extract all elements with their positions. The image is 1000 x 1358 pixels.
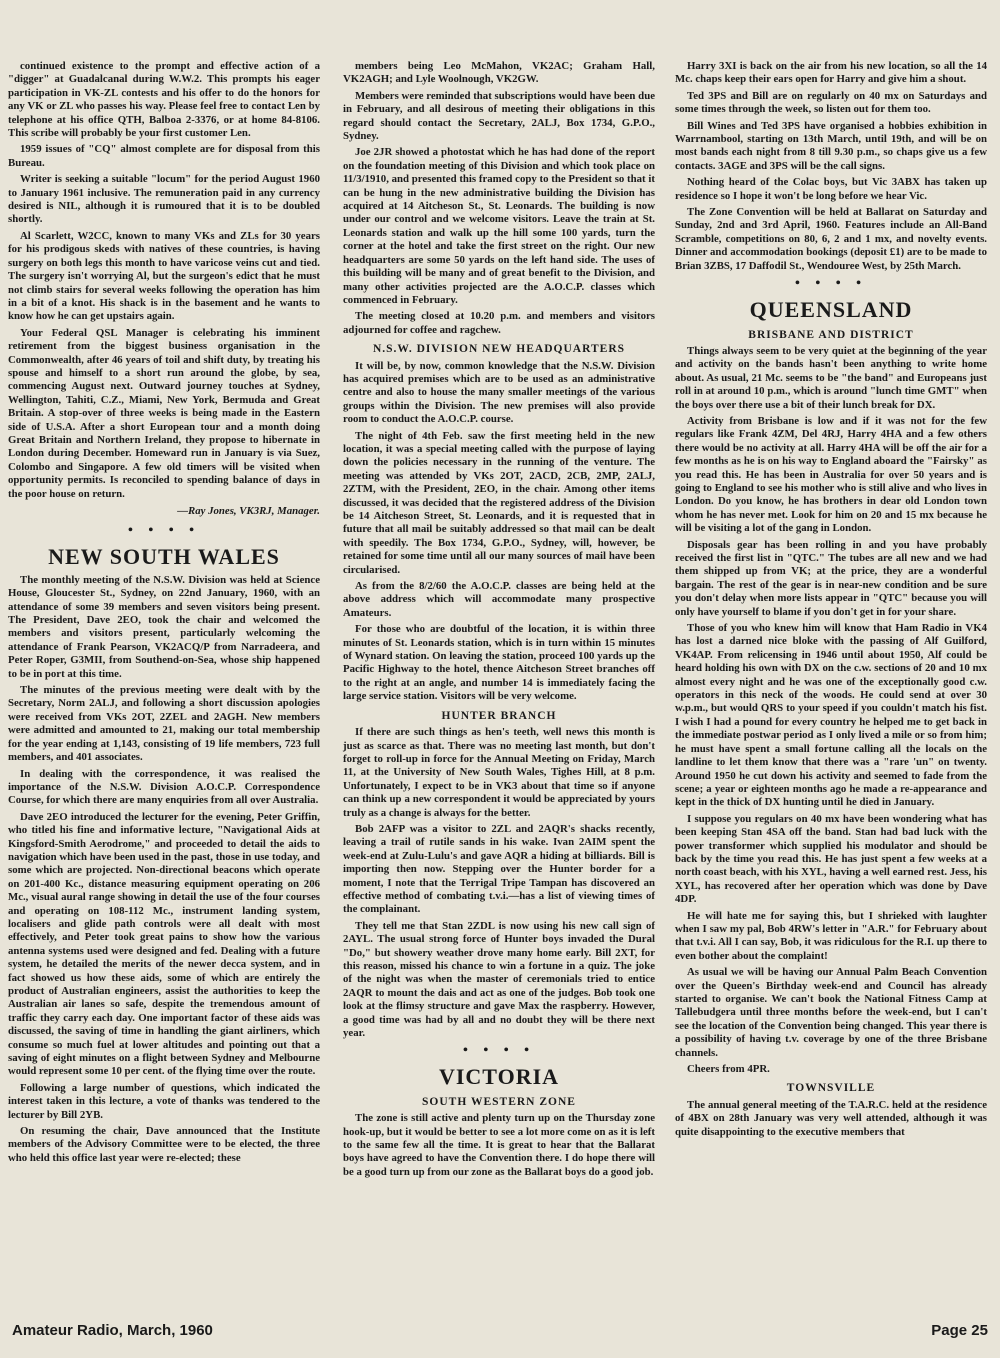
paragraph: Dave 2EO introduced the lecturer for the evening, Peter Griffin, who titled his fine and informative lecture, "Navigational Aids at Kingsford-Smith Aerodrome," and proceeded to detail the aids to navigation which have been used in the past, those in use today, and some which are projected. Non-directional beacons which operate on 201-400 Kc., distance measuring equipment operating on 206 Mc., visual aural range showing in detail the use of the four courses and operating on 108-112 Mc., instrument landing system, localisers and glide path controls were all dealt with most effectively, and Peter took great pains to show how the various antenna systems used were designed and fed. Dealing with a future system, he detailed the merits of the newer decca system, and in fact showed us how these aids, some of which are entirely the product of Australian engineers, assist the authorities to keep the Australian air lanes so safe, despite the tremendous amount of traffic they carry each day. One important factor of these aids was discussed, the saving of time in handling the giant airliners, which consume so much fuel at lower altitudes and pointing out that a saving of eight minutes on a flight between Sydney and Melbourne would represent some 10 per cent. of the flying time over the route. (8, 810, 320, 1078)
paragraph: As from the 8/2/60 the A.O.C.P. classes are being held at the above address which will accommodate many prospective Amateurs. (343, 580, 655, 619)
paragraph: The zone is still active and plenty turn up on the Thursday zone hook-up, but it would be better to see a lot more come on as it is left to the same few all the time. It is great to hear that the Ballarat boys have agreed to have the Convention there. I do hope there will be a good turn up from our zone as the Ballarat boys do a good job. (343, 1112, 655, 1178)
subhead-hunter-branch: HUNTER BRANCH (441, 709, 557, 722)
paragraph: It will be, by now, common knowledge that the N.S.W. Division has acquired premises which are to be used as an administrative centre and also to house the many smaller meetings of the various groups within the Division. The new premises will also provide room to conduct the A.O.C.P. course. (343, 359, 655, 426)
paragraph: The Zone Convention will be held at Ballarat on Saturday and Sunday, 2nd and 3rd April, 1960. Features include an All-Band Scramble, competitions on 80, 6, 2 and 1 mx, and novelty events. Dinner and accommodation bookings (deposit £1) are to be made to Brian 3ZBS, 17 Daffodil St., Wendouree West, by 25th March. (675, 206, 987, 272)
paragraph: They tell me that Stan 2ZDL is now using his new call sign of 2AYL. The usual strong force of Hunter boys invaded the Dural "Do," but showery weather drove many home early. Bill 2XT, for this reason, missed his chance to win a fortune in a quiz. The joke of the night was when the master of ceremonials tried to entice 2AQR to mount the dais and act as one of the judges. Bob took one look at the flimsy structure and gave Max the raspberry. However, a good time was had by all and no doubt they will be there next year. (343, 919, 655, 1040)
paragraph: Activity from Brisbane is low and if it was not for the few regulars like Frank 4ZM, Del 4RJ, Harry 4HA and a few others there would be no activity at all. Harry 4HA will be off the air for a few months as he is on his way to England aboard the "Fairsky" as you read this. He has been in Australia for over 50 years and is going to England to see his mother who is still alive and who lives in London. Do you know, he has brothers in dear old London town whom he has never met. Look for him on 20 and 15 mx because he will be visiting a lot of the gang in London. (675, 414, 987, 535)
paragraph: The monthly meeting of the N.S.W. Division was held at Science House, Gloucester St., Sydney, on 22nd January, 1960, with an attendance of some 39 members and seven visitors being present. The President, Dave 2EO, took the chair and welcomed the members and visitors present, particularly welcoming the attendance of Frank Pearson, VK2ACQ/P from Narradeera, and Peter Roper, G3MII, from Southend-on-Sea, whose ship happened to be in port at this time. (8, 573, 320, 680)
paragraph: As usual we will be having our Annual Palm Beach Convention over the Queen's Birthday week-end and Council has already started to organise. We can't book the National Fitness Camp at Tallebudgera until three months before the week-end, but I can't see the location of the Convention being changed. This year there is a possibility of having t.v. coverage by one of the three Brisbane channels. (675, 966, 987, 1059)
paragraph: In dealing with the correspondence, it was realised the importance of the N.S.W. Division A.O.C.P. Correspondence Course, for which there are many enquiries from all over Australia. (8, 767, 320, 807)
paragraph: He will hate me for saying this, but I shrieked with laughter when I saw my pal, Bob 4RW's letter in "A.R." for February about that t.v.i. All I can say, Bob, it was ridiculous for the R.I. up there to even bother about the complaint! (675, 909, 987, 962)
paragraph: Bob 2AFP was a visitor to 2ZL and 2AQR's shacks recently, leaving a trail of rutile sands in his wake. Ivan 2AIM spent the week-end at Zulu-Lulu's and gave AQR a hiding at billiards. Bill is importing then now. Stepping over the Hunter border for a moment, I note that the Terrigal Tripe Tampan has discovered an effective method of combating t.v.i.—has a list of viewing times of the complainant. (343, 822, 655, 916)
paragraph: On resuming the chair, Dave announced that the Institute members of the Advisory Committee were to be elected, the three who held this office last year were re-elected; these (8, 1125, 320, 1164)
footer-publication: Amateur Radio, March, 1960 (12, 1322, 213, 1339)
paragraph: The annual general meeting of the T.A.R.C. held at the residence of 4BX on 28th January was very well attended, although it was quite disappointing to the executive members that (675, 1098, 987, 1138)
paragraph: Cheers from 4PR. (687, 1063, 770, 1076)
paragraph: The night of 4th Feb. saw the first meeting held in the new location, it was a special meeting called with the purpose of laying down the policies necessary in the running of the venture. The meeting was attended by VKs 2OT, 2ACD, 2CB, 2MP, 2ALJ, 2ZTM, with the President, 2EO, in the chair. Among other items discussed, it was decided that the registered address of the Division be 14 Aitcheson Street, St. Leonards, and it is requested that in future that all mail be suitably addressed so that mail can be dealt with speedily. The Box 1734, G.P.O., Sydney, will, however, be retained for some time until all our many sources of mail have been circularised. (343, 429, 655, 576)
paragraph: Nothing heard of the Colac boys, but Vic 3ABX has taken up residence so I hope it won't be long before we hear Vic. (675, 176, 987, 202)
column-right (675, 60, 987, 1142)
paragraph: The minutes of the previous meeting were dealt with by the Secretary, Norm 2ALJ, and following a short discussion apologies were received from VKs 2OT, 2ZEL and 2AGH. New members were admitted and amounted to 21, making our total membership for the year ending at 1,143, consisting of 19 life members, 723 full members, and 401 associates. (8, 684, 320, 764)
paragraph: 1959 issues of "CQ" almost complete are for disposal from this Bureau. (8, 143, 320, 169)
paragraph: members being Leo McMahon, VK2AC; Graham Hall, VK2AGH; and Lyle Woolnough, VK2GW. (343, 60, 655, 86)
subhead-south-western-zone: SOUTH WESTERN ZONE (422, 1095, 576, 1108)
paragraph: Things always seem to be very quiet at the beginning of the year and activity on the bands hasn't been anything to write home about. As usual, 21 Mc. seems to be "the band" and Europeans just roll in at around 10 p.m., which is around "lunch time GMT" when the boys over there use a bit of their lunch break for DX. (675, 344, 987, 411)
paragraph: If there are such things as hen's teeth, well news this month is just as scarce as that. There was no meeting last month, but don't forget to roll-up in force for the Annual Meeting on Friday, March 11, at the University of New South Wales, Tighes Hill, at 8 p.m. Unfortunately, I expect to be in VK3 about that time so if anyone can think up a new correspondent it would be appreciated by yours truly as a change is always for the better. (343, 726, 655, 819)
paragraph: Your Federal QSL Manager is celebrating his imminent retirement from the biggest business organisation in the Commonwealth, after 46 years of toil and shift duty, by treating his spouse and himself to a short run around the globe, by sea, commencing August next. Outward journey touches at Sydney, Wellington, Tahiti, C.Z., Miami, New York, Bermuda and Great Britain. A stop-over of three weeks is being made in the Eastern side of U.S.A. After a short European tour and a month doing Great Britain and Northern Ireland, they propose to hibernate in London during December. Homeward run in January is via Suez, Colombo and Singapore. A few old timers will be visited when opportunity permits. Is reconciled to spending balance of days in the poor house on return. (8, 326, 320, 500)
column-middle (343, 60, 655, 1182)
paragraph: Disposals gear has been rolling in and you have probably received the first list in "QTC." The tubes are all new and we had them shipped up from VK; at the price, they are a wonderful bargain. The rest of the gear is in near-new condition and be sure you don't delay when more lists appear in "QTC" because you will only have yourself to blame if you don't get in for your share. (675, 538, 987, 618)
subhead-townsville: TOWNSVILLE (786, 1082, 876, 1095)
subhead-nsw-headquarters: N.S.W. DIVISION NEW HEADQUARTERS (372, 343, 626, 356)
paragraph: Harry 3XI is back on the air from his new location, so all the 14 Mc. chaps keep their ears open for Harry and give him a shout. (675, 60, 987, 86)
paragraph: Bill Wines and Ted 3PS have organised a hobbies exhibition in Warrnambool, starting on 13th March, until 19th, and will be on most bands each night from 8 till 9.30 p.m., so chaps give us a few contacts. 3AGE and 3PS will be the call signs. (675, 119, 987, 172)
paragraph: continued existence to the prompt and effective action of a "digger" at Guadalcanal during W.W.2. This prompts his eager participation in VK-ZL contests and his offer to do the honors for any VK or ZL who passes his way. Please feel free to contact Len by telephone at his office QTH, Balboa 2-3376, or at home 84-8106. This scribe will probably be your first customer Len. (8, 60, 320, 140)
column-left (8, 60, 320, 1168)
qsl-manager-signature: —Ray Jones, VK3RJ, Manager. (177, 505, 320, 517)
paragraph: The meeting closed at 10.20 p.m. and members and visitors adjourned for coffee and ragchew. (343, 310, 655, 336)
section-separator: • • • • (462, 1043, 536, 1059)
paragraph: Following a large number of questions, which indicated the interest taken in this lecture, a vote of thanks was tendered to the lecturer by Bill 2YB. (8, 1081, 320, 1121)
paragraph: Writer is seeking a suitable "locum" for the period August 1960 to January 1961 inclusive. The remuneration paid in any currency desired is NIL, although it is rumoured that it is to be doubled shortly. (8, 173, 320, 226)
section-separator: • • • • (127, 523, 201, 539)
paragraph: Al Scarlett, W2CC, known to many VKs and ZLs for 30 years for his prodigous skeds with natives of these countries, is having surgery on both legs this month to have varicose veins cut and tied. The surgery isn't worrying Al, but the surgeon's edict that he must not climb stairs for several weeks following the operation has him in a bit of a knot. His shack is in the basement and he wants to know how he can get upstairs again. (8, 229, 320, 323)
paragraph: Those of you who knew him will know that Ham Radio in VK4 has lost a darned nice bloke with the passing of Alf Guilford, VK4AP. From relicensing in 1946 until about 1950, Alf could be heard holding his own with DX on the c.w. sections of 20 and 10 mx almost every night and he was one of the exceptionally good c.w. operators in this neck of the woods. He could send at over 30 w.p.m., but would QRS to your speed if you couldn't match his fist. I wish I had a pound for every country he helped me to get back in the immediate postwar period as I only lived a mile or so from him; he must have spent a small fortune calling all the locals on the landline to let them know that there was a "rare 'un" on twenty. Around 1950 he cut down his activity and seemed to fade from the scene; a year or eighteen months ago he made a re-appearance and kept in the thick of DX hunting until he died in January. (675, 622, 987, 809)
paragraph: Joe 2JR showed a photostat which he has had done of the report on the foundation meeting of this Division and which took place on 11/3/1910, and presented this framed copy to the President so that it can be hung in the new administrative building the Division has acquired at 14 Aitcheson St., St. Leonards. The building is now under our control and we welcome visitors. Leave the train at St. Leonards station and walk up the hill some 100 yards, turn the corner at the hotel and take the first street on the right. Our new headquarters are some 50 yards on the left hand side. The uses of this building will be many and of great benefit to the Division, and many other activities projected are the A.O.C.P. classes which commenced in February. (343, 146, 655, 306)
paragraph: I suppose you regulars on 40 mx have been wondering what has been keeping Stan 4SA off the band. Stan had bad luck with the power transformer which supplied his modulator and should be back by the time you read this. He has just spent a few weeks at a north coast beach, with his XYL, having a well earned rest. Jess, his XYL, has recovered after her operation which was done by Dave 4DP. (675, 812, 987, 906)
section-title-queensland: QUEENSLAND (749, 296, 913, 322)
subhead-brisbane-and-district: BRISBANE AND DISTRICT (748, 328, 914, 341)
section-separator: • • • • (794, 276, 868, 292)
paragraph: For those who are doubtful of the location, it is within three minutes of St. Leonards station, which is in turn within 15 minutes of Wynard station. On leaving the station, proceed 100 yards up the Pacific Highway to the hotel, thence Aitcheson Street branches off to the right at an angle, and number 14 is immediately facing the large service station. Visitors will be very welcome. (343, 623, 655, 703)
paragraph: Members were reminded that subscriptions would have been due in February, and all desirous of meeting their obligations in this regard should contact the Secretary, 2ALJ, Box 1734, G.P.O., Sydney. (343, 89, 655, 143)
footer-page-number: Page 25 (931, 1322, 988, 1339)
section-title-nsw: NEW SOUTH WALES (48, 543, 280, 569)
paragraph: Ted 3PS and Bill are on regularly on 40 mx on Saturdays and some times through the week, so listen out for them too. (675, 89, 987, 116)
section-title-victoria: VICTORIA (438, 1063, 560, 1089)
